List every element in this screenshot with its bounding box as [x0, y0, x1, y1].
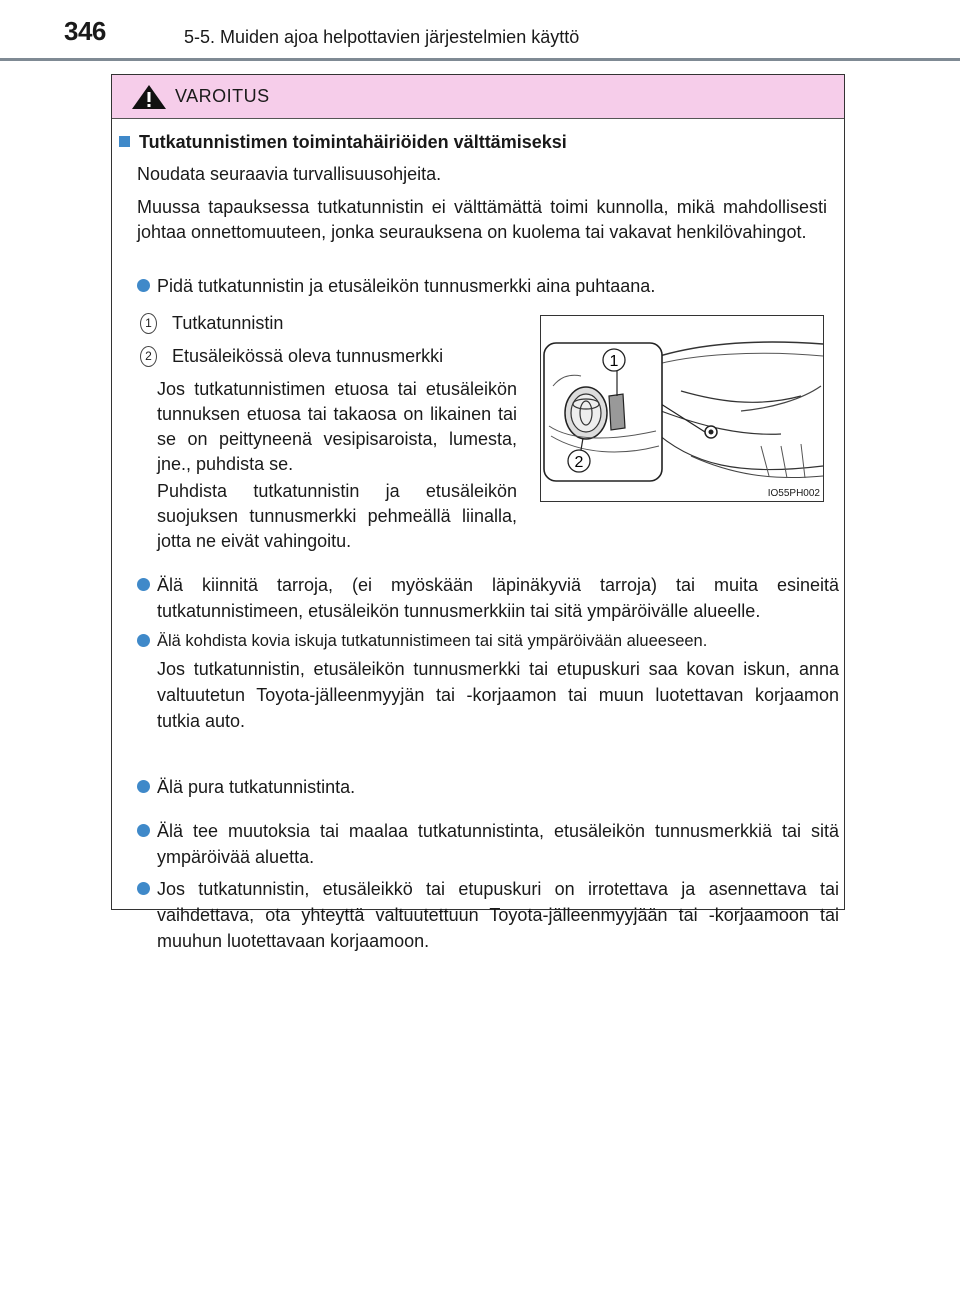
figure-code: IO55PH002 — [767, 488, 820, 499]
car-front-illustration — [541, 316, 823, 501]
radar-sensor-figure — [540, 315, 824, 502]
warning-box — [111, 74, 845, 951]
bullet-dot-icon — [137, 882, 150, 895]
warning-triangle-icon — [131, 84, 167, 110]
header-rule — [0, 58, 960, 61]
figure-callout-1: 1 — [609, 353, 619, 370]
numbered-item-1 — [140, 313, 283, 336]
warning-heading-text: Tutkatunnistimen toimintahäiriöiden välttämiseksi — [139, 132, 567, 152]
bullet-dot-icon — [137, 578, 150, 591]
intro-text-1: Noudata seuraavia turvallisuusohjeita. — [137, 164, 442, 184]
bullet-item-removal — [137, 876, 839, 954]
numbered-item-label: Etusäleikössä oleva tunnusmerkki — [172, 346, 444, 366]
bullet-dot-icon — [137, 279, 150, 292]
bullet-item-no-stickers — [137, 572, 839, 624]
bullet-text: Älä kiinnitä tarroja, (ei myöskään läpinäkyviä tarroja) tai muita esineitä tutkatunnistimeen, etusäleikön tunnusmerkkiin tai sitä ympäröivälle alueelle. — [157, 575, 839, 621]
warning-title: VAROITUS — [175, 86, 270, 106]
bullet-text: Jos tutkatunnistin, etusäleikkö tai etupuskuri on irrotettava ja asennettava tai vaihdettava, ota yhteyttä valtuutettuun Toyota-jälleenmyyjään tai -korjaamoon tai muuhun luotettavaan korjaamoon. — [157, 879, 839, 951]
cleaning-note-2: Puhdista tutkatunnistin ja etusäleikön suojuksen tunnusmerkki pehmeällä liinalla, jotta ne eivät vahingoitu. — [157, 481, 517, 551]
bullet-item-no-modification — [137, 818, 839, 870]
warning-heading — [119, 132, 567, 153]
number-badge: 1 — [140, 313, 157, 334]
warning-header — [112, 75, 844, 119]
impact-followup-text: Jos tutkatunnistin, etusäleikön tunnusmerkki tai etupuskuri saa kovan iskun, anna valtuutetun Toyota-jälleenmyyjän tai -korjaamon tai muun luotettavan korjaamon tutkia auto. — [157, 659, 839, 731]
bullet-text: Älä pura tutkatunnistinta. — [157, 777, 356, 797]
section-title: 5-5. Muiden ajoa helpottavien järjestelmien käyttö — [184, 27, 580, 47]
numbered-item-2 — [140, 346, 443, 369]
bullet-text: Älä kohdista kovia iskuja tutkatunnistimeen tai sitä ympäröivään alueeseen. — [157, 632, 708, 650]
bullet-text: Pidä tutkatunnistin ja etusäleikön tunnusmerkki aina puhtaana. — [157, 276, 656, 296]
numbered-item-label: Tutkatunnistin — [172, 313, 284, 333]
bullet-item-no-impacts — [137, 628, 839, 654]
bullet-text: Älä tee muutoksia tai maalaa tutkatunnistinta, etusäleikön tunnusmerkkiä tai sitä ympäröivää aluetta. — [157, 821, 839, 867]
page-number: 346 — [64, 16, 106, 46]
bullet-dot-icon — [137, 824, 150, 837]
bullet-item-keep-clean — [137, 273, 839, 299]
bullet-dot-icon — [137, 634, 150, 647]
figure-callout-2: 2 — [574, 454, 584, 471]
bullet-item-no-disassembly — [137, 774, 839, 800]
bullet-dot-icon — [137, 780, 150, 793]
intro-text-2: Muussa tapauksessa tutkatunnistin ei välttämättä toimi kunnolla, mikä mahdollisesti johtaa onnettomuuteen, jonka seurauksena on kuolema tai vakavat henkilövahingot. — [137, 197, 827, 242]
cleaning-note-1: Jos tutkatunnistimen etuosa tai etusäleikön tunnuksen etuosa tai takaosa on likainen tai se on peittyneenä vesipisaroista, lumesta, jne., puhdista se. — [157, 379, 517, 474]
number-badge: 2 — [140, 346, 157, 367]
square-bullet-icon — [119, 136, 130, 147]
